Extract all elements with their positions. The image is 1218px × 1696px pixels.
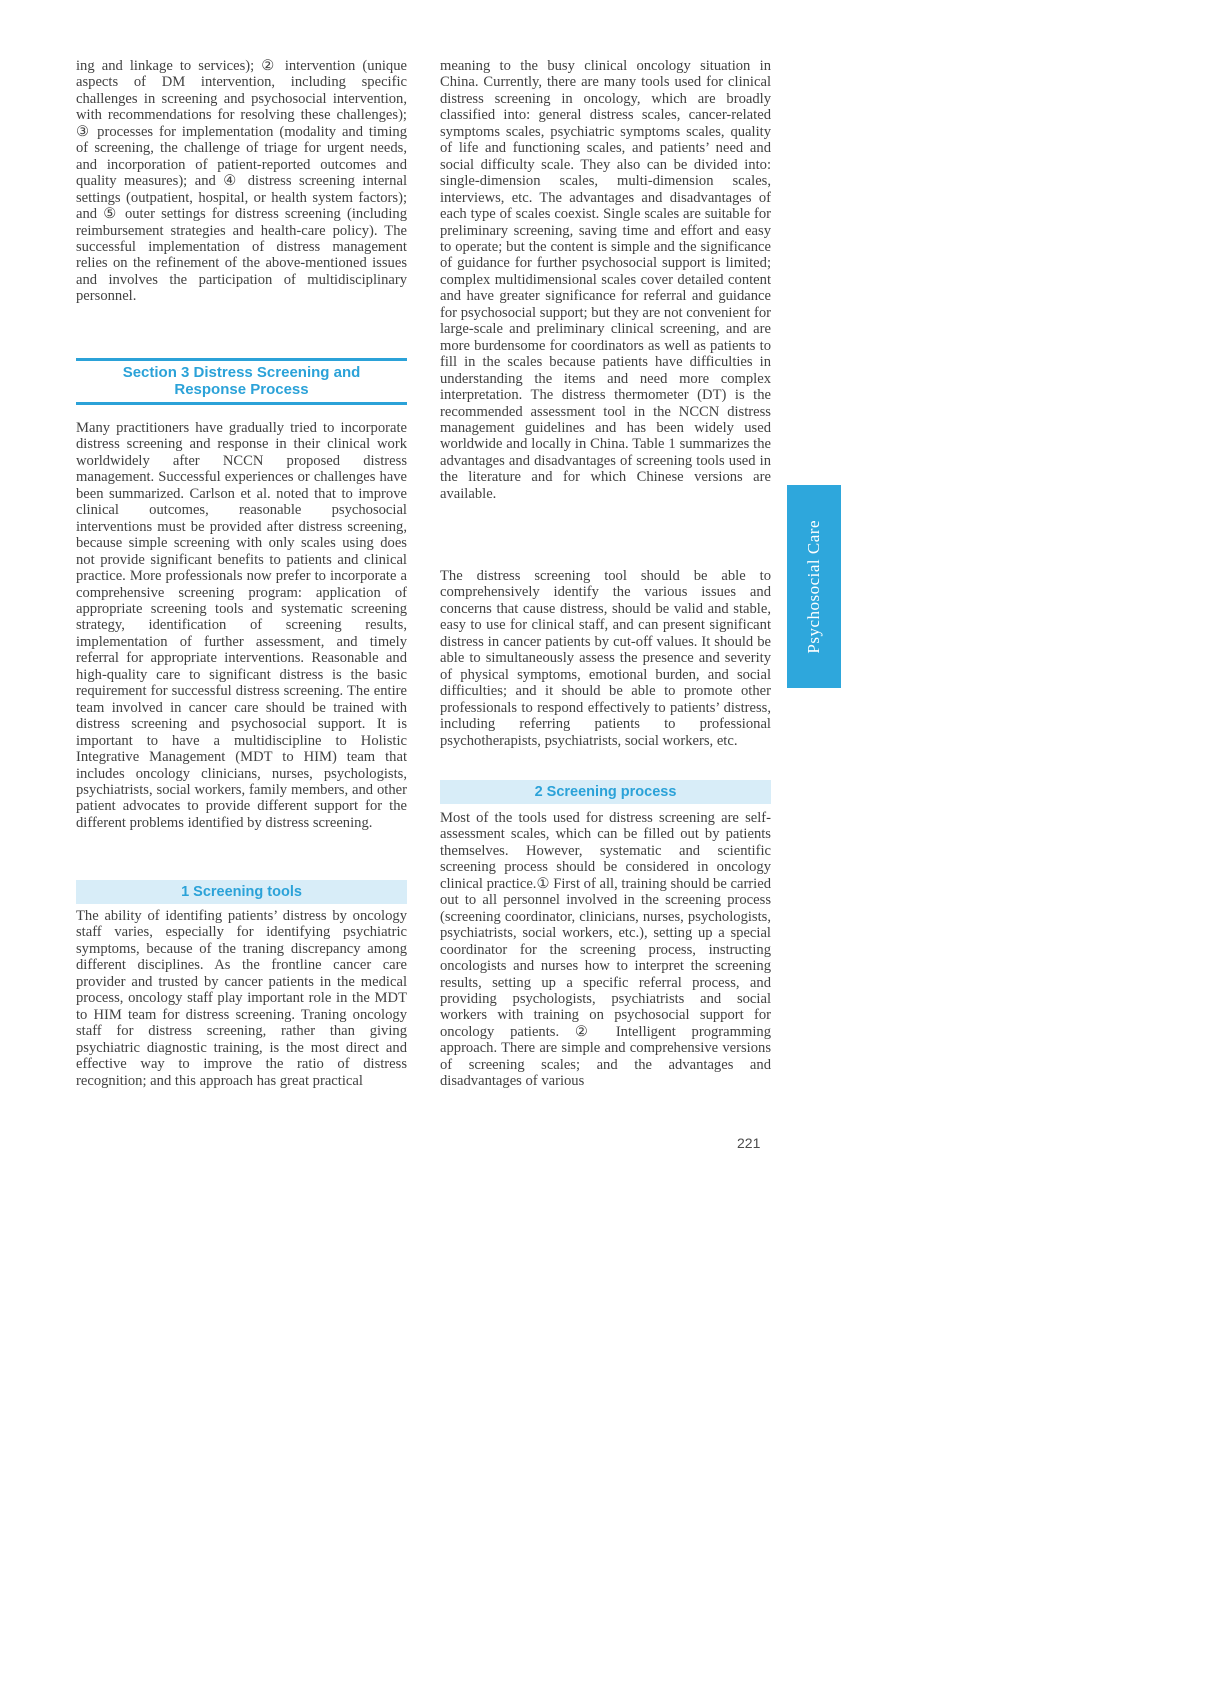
paragraph-screening-tools: The ability of identifing patients’ distress by oncology staff varies, especially for identifying psychiatric symptoms, because of the traning discrepancy among different disciplines. As the frontline cancer care provider and trusted by cancer patients in the medical process, oncology staff play important role in the MDT to HIM team for distress screening. Traning oncology staff for distress screening, rather than giving psychiatric diagnostic training, is the most direct and effective way to improve the ratio of distress recognition; and this approach has great practical (76, 908, 407, 1089)
section-title-line1: Section 3 Distress Screening and (122, 364, 361, 381)
subheading-screening-process-label: 2 Screening process (534, 784, 677, 800)
paragraph-tools-overview: meaning to the busy clinical oncology situation in China. Currently, there are many tools used for clinical distress screening in oncology, which are broadly classified into: general distress scales, cancer-related symptoms scales, psychiatric symptoms scales, quality of life and functioning scales, and patients’ need and social difficulty scale. They also can be divided into: single-dimension scales, multi-dimension scales, interviews, etc. The advantages and disadvantages of each type of scales coexist. Single scales are suitable for preliminary screening, saving time and effort and easy to operate; but the content is simple and the significance of guidance for further psychosocial support is limited; complex multidimensional scales cover detailed content and have greater significance for referral and guidance for psychosocial support; but they are not convenient for large-scale and preliminary clinical screening, and are more burdensome for coordinators as well as patients to fill in the scales because patients have difficulties in understanding the items and need more complex interpretation. The distress thermometer (DT) is the recommended assessment tool in the NCCN distress management guidelines and has been widely used worldwide and locally in China. Table 1 summarizes the advantages and disadvantages of screening tools used in the literature and for which Chinese versions are available. (440, 58, 771, 502)
chapter-side-tab-label: Psychosocial Care (804, 519, 823, 654)
right-column (440, 58, 771, 1168)
paragraph-section3-intro: Many practitioners have gradually tried to incorporate distress screening and response in their clinical work worldwidely after NCCN proposed distress management. Successful experiences or challenges have been summarized. Carlson et al. noted that to improve clinical outcomes, reasonable psychosocial interventions must be provided after distress screening, because simple screening with only scales using does not provide significant benefits to patients and clinical practice. More professionals now prefer to incorporate a comprehensive screening program: application of appropriate screening tools and systematic screening strategy, identification of screening results, implementation of further assessment, and timely referral for appropriate interventions. Reasonable and high-quality care to significant distress is the basic requirement for successful distress screening. The entire team involved in cancer care should be trained with distress screening and psychosocial support. It is important to have a multidiscipline to Holistic Integrative Management (MDT to HIM) team that includes oncology clinicians, nurses, psychologists, psychiatrists, social workers, family members, and other patient advocates to provide different support for the different problems identified by distress screening. (76, 420, 407, 831)
heading-rule-bottom (76, 402, 407, 405)
section-title (76, 365, 407, 398)
left-column (76, 58, 407, 1168)
heading-rule-top (76, 358, 407, 361)
subheading-screening-tools-label: 1 Screening tools (181, 884, 302, 900)
paragraph-screening-process: Most of the tools used for distress screening are self-assessment scales, which can be filled out by patients themselves. However, systematic and scientific screening process should be considered in oncology clinical practice.① First of all, training should be carried out to all personnel involved in the screening process (screening coordinator, clinicians, nurses, psychologists, psychiatrists, social workers, etc.), setting up a special coordinator for the screening process, instructing oncologists and nurses how to interpret the screening results, setting up a specific referral process, and providing psychologists, psychiatrists and social workers with training on psychosocial support for oncology patients. ② Intelligent programming approach. There are simple and comprehensive versions of screening scales; and the advantages and disadvantages of various (440, 810, 771, 1090)
paragraph-dm-implementation-continuation: ing and linkage to services); ② intervention (unique aspects of DM intervention, including specific challenges in screening and psychosocial intervention, with recommendations for resolving these challenges); ③ processes for implementation (modality and timing of screening, the challenge of triage for urgent needs, and incorporation of patient-reported outcomes and quality measures); and ④ distress screening internal settings (outpatient, hospital, or health system factors); and ⑤ outer settings for distress screening (including reimbursement strategies and health-care policy). The successful implementation of distress management relies on the refinement of the above-mentioned issues and involves the participation of multidisciplinary personnel. (76, 58, 407, 305)
subheading-screening-process (440, 780, 771, 804)
section-title-line2: Response Process (174, 380, 309, 398)
paragraph-tool-requirements: The distress screening tool should be able to comprehensively identify the various issues and concerns that cause distress, should be valid and stable, easy to use for clinical staff, and can present significant distress in cancer patients by cut-off values. It should be able to simultaneously assess the presence and severity of physical symptoms, emotional burden, and social difficulties; and it should be able to promote other professionals to respond effectively to patients’ distress, including referring patients to professional psychotherapists, psychiatrists, social workers, etc. (440, 568, 771, 749)
chapter-side-tab (787, 485, 841, 688)
section-heading-block (76, 358, 407, 420)
subheading-screening-tools (76, 880, 407, 904)
page-number: 221 (737, 1135, 761, 1151)
